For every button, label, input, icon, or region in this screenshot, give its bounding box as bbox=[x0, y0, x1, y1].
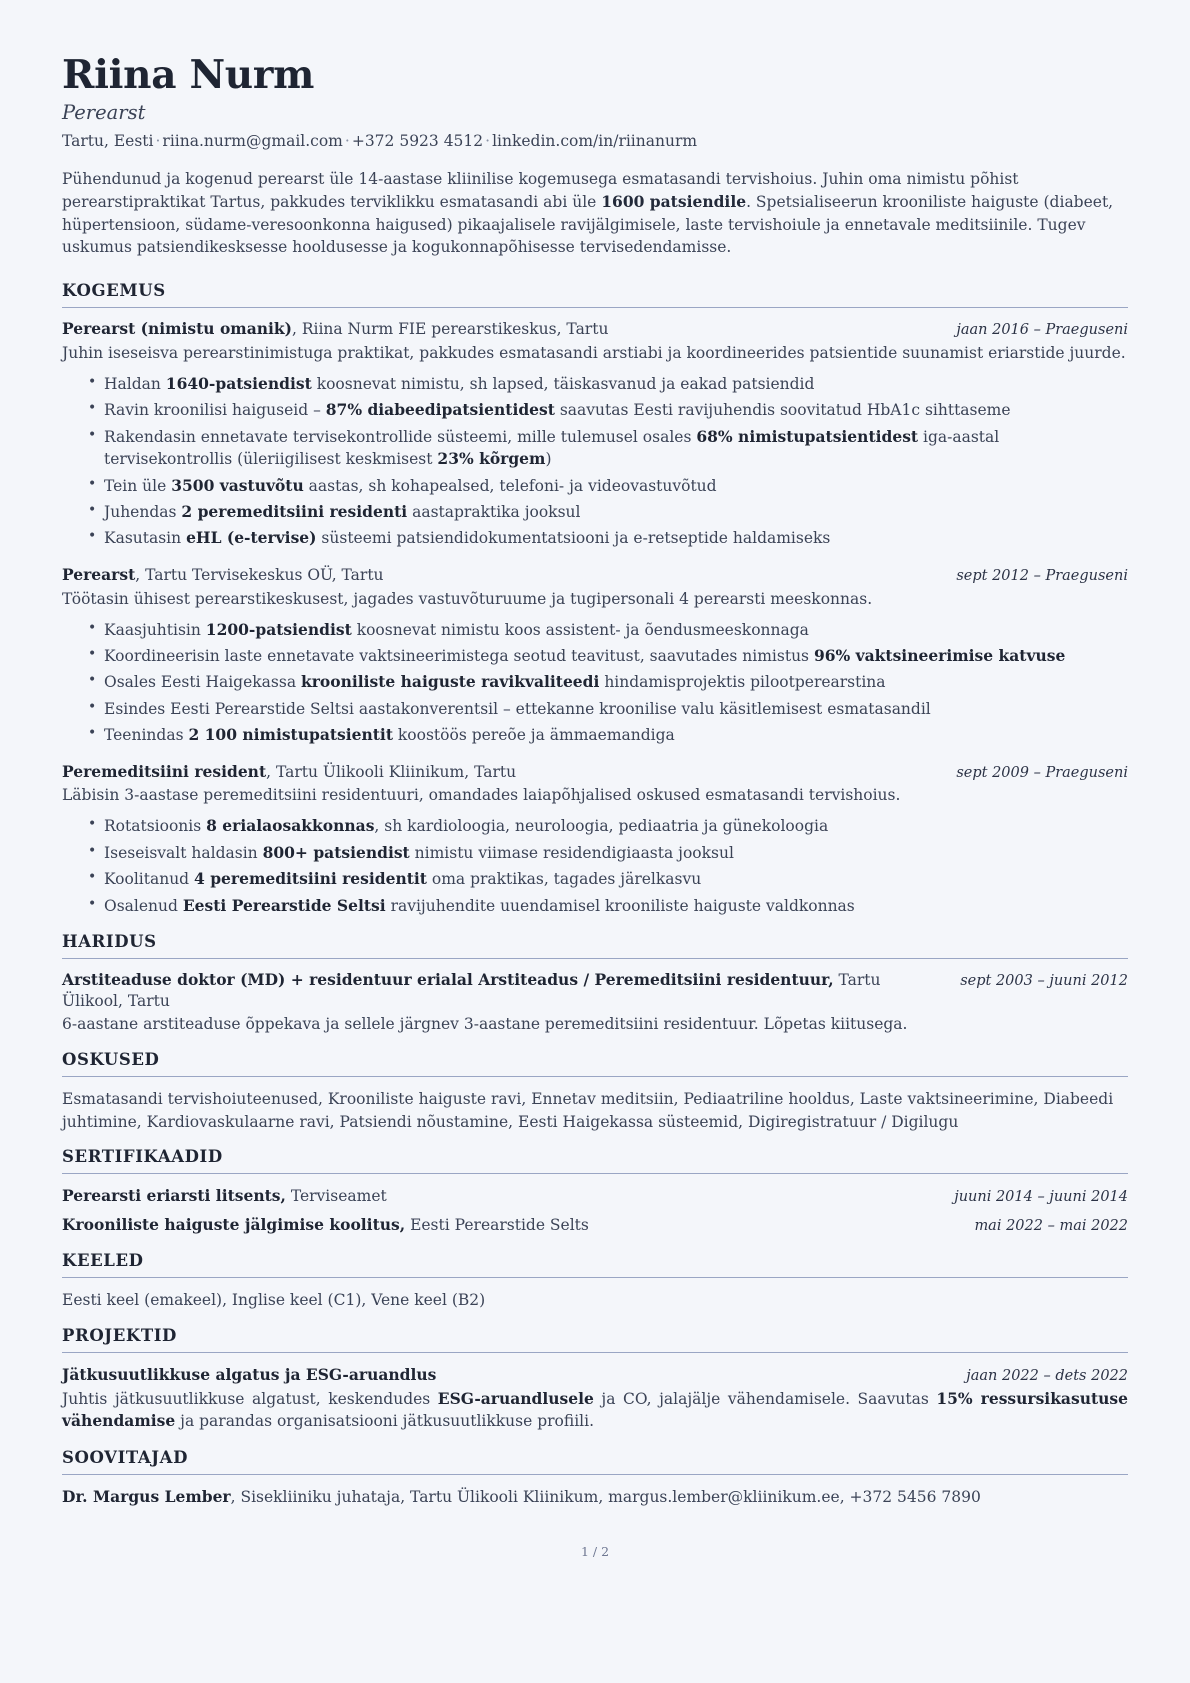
certificate-name-org bbox=[62, 1185, 387, 1207]
rich-text-bold: 2 peremeditsiini residenti bbox=[181, 502, 408, 522]
rich-text-plain: Iseseisvalt haldasin bbox=[104, 843, 263, 862]
experience-company: , Riina Nurm FIE perearstikeskus, Tartu bbox=[291, 320, 609, 339]
rich-text-plain: koostöös pereõe ja ämmaemandiga bbox=[392, 726, 675, 745]
contact-separator-3: · bbox=[485, 132, 491, 151]
experience-company: , Tartu Tervisekeskus OÜ, Tartu bbox=[135, 565, 384, 584]
rich-text-bold: 96% vaktsineerimise katvuse bbox=[813, 645, 1066, 665]
certificate-date: juuni 2014 – juuni 2014 bbox=[954, 1189, 1128, 1206]
experience-bullet bbox=[88, 868, 1128, 890]
experience-position: Perearst bbox=[62, 564, 136, 584]
experience-description: Töötasin ühisest perearstikeskusest, jagades vastuvõturuume ja tugipersonali 4 perearsti meeskonnas. bbox=[62, 589, 873, 608]
page-footer: 1 / 2 bbox=[580, 1544, 610, 1560]
section-divider-languages bbox=[62, 1277, 1128, 1278]
project-entry-header bbox=[62, 1364, 1128, 1386]
candidate-name: Riina Nurm bbox=[62, 52, 315, 98]
section-divider-projects bbox=[62, 1352, 1128, 1353]
section-divider-certificates bbox=[62, 1173, 1128, 1174]
references-list bbox=[62, 1486, 1128, 1508]
section-certificates bbox=[62, 1147, 1128, 1237]
project-entry bbox=[62, 1364, 1128, 1433]
experience-bullet bbox=[88, 895, 1128, 917]
rich-text-plain: Ravin kroonilisi haiguseid – bbox=[104, 401, 326, 420]
resume-header bbox=[62, 54, 1128, 259]
rich-text-bold: Eesti Perearstide Seltsi bbox=[182, 895, 386, 915]
education-degree-institution bbox=[62, 970, 942, 1012]
certificate-date: mai 2022 – mai 2022 bbox=[974, 1218, 1128, 1235]
experience-entry bbox=[62, 319, 1128, 550]
rich-text-plain: Haldan bbox=[104, 374, 166, 393]
rich-text-plain: Juhtis jätkusuutlikkuse algatust, keskendudes bbox=[62, 1389, 438, 1408]
experience-description: Läbisin 3-aastase peremeditsiini residentuuri, omandades laiapõhjalised oskused esmatasandi tervishoius. bbox=[62, 786, 901, 805]
experience-entry-header bbox=[62, 319, 1128, 341]
rich-text-plain: ja CO, jalajälje vähendamisele. Saavutas bbox=[593, 1389, 937, 1408]
profile-summary bbox=[62, 168, 1128, 259]
rich-text-plain: iga-aastal tervisekontrollis (üleriigilisest keskmisest bbox=[104, 427, 1000, 469]
rich-text-plain: Juhendas bbox=[104, 503, 182, 522]
rich-text-plain: nimistu viimase residendigiaasta jooksul bbox=[409, 843, 734, 862]
rich-text-plain: Rakendasin ennetavate tervisekontrollide süsteemi, mille tulemusel osales bbox=[104, 427, 697, 446]
rich-text-plain: oma praktikas, tagades järelkasvu bbox=[426, 870, 702, 889]
experience-bullet bbox=[88, 815, 1128, 837]
rich-text-plain: aastapraktika jooksul bbox=[407, 503, 581, 522]
section-title-references: SOOVITAJAD bbox=[62, 1447, 188, 1467]
experience-bullet bbox=[88, 501, 1128, 523]
summary-highlight: 1600 patsiendile bbox=[601, 191, 747, 211]
rich-text-plain: koosnevat nimistu, sh lapsed, täiskasvanud ja eakad patsiendid bbox=[311, 374, 815, 393]
rich-text-plain: Koolitanud bbox=[104, 870, 195, 889]
experience-position: Perearst (nimistu omanik) bbox=[62, 319, 292, 339]
certificates-list bbox=[62, 1185, 1128, 1237]
experience-description: Juhin iseseisva perearstinimistuga praktikat, pakkudes esmatasandi arstiabi ja koordineerides patsientide suunamist eriarstide juurde. bbox=[62, 343, 1126, 362]
languages-list: Eesti keel (emakeel), Inglise keel (C1), Vene keel (B2) bbox=[62, 1291, 486, 1310]
experience-date: sept 2012 – Praeguseni bbox=[956, 567, 1128, 584]
certificate-row bbox=[62, 1214, 1128, 1237]
certificate-row bbox=[62, 1185, 1128, 1208]
experience-bullet bbox=[88, 671, 1128, 693]
experience-position: Peremeditsiini resident bbox=[62, 761, 267, 781]
rich-text-plain: Esindes Eesti Perearstide Seltsi aastakonverentsil – ettekanne kroonilise valu käsitlemisest esmatasandil bbox=[104, 699, 931, 718]
rich-text-bold: 800+ patsiendist bbox=[262, 842, 410, 862]
rich-text-plain: ) bbox=[545, 450, 552, 469]
experience-entry-header bbox=[62, 762, 1128, 784]
rich-text-plain: Osalenud bbox=[104, 896, 183, 915]
rich-text-bold: 1200-patsiendist bbox=[205, 619, 352, 639]
certificate-name-org bbox=[62, 1214, 589, 1236]
experience-bullet-list bbox=[62, 815, 1128, 917]
section-title-education: HARIDUS bbox=[62, 932, 157, 952]
education-list bbox=[62, 970, 1128, 1035]
summary-part-1: Pühendunud ja kogenud perearst üle 14-aastase kliinilise kogemusega esmatasandi tervishoius. Juhin oma nimistu põhist perearstipraktikat Tartus, pakkudes terviklikku esmatasandi abi üle bbox=[62, 169, 1019, 211]
experience-bullet bbox=[88, 426, 1128, 471]
rich-text-plain: Kasutasin bbox=[104, 529, 187, 548]
section-divider-education bbox=[62, 958, 1128, 959]
experience-date: jaan 2016 – Praeguseni bbox=[956, 322, 1128, 339]
experience-company: , Tartu Ülikooli Kliinikum, Tartu bbox=[266, 762, 517, 781]
rich-text-bold: ESG-aruandlusele bbox=[437, 1388, 594, 1408]
contact-location: Tartu, Eesti bbox=[62, 132, 154, 151]
experience-bullet bbox=[88, 724, 1128, 746]
rich-text-plain: ravijuhendite uuendamisel krooniliste haiguste valdkonnas bbox=[385, 896, 855, 915]
project-date: jaan 2022 – dets 2022 bbox=[966, 1367, 1128, 1384]
section-divider-references bbox=[62, 1474, 1128, 1475]
experience-date: sept 2009 – Praeguseni bbox=[956, 764, 1128, 781]
reference-detail: , Sisekliiniku juhataja, Tartu Ülikooli Kliinikum, margus.lember@kliinikum.ee, +372 5456 7890 bbox=[230, 1487, 981, 1506]
experience-bullet-list bbox=[62, 373, 1128, 550]
contact-line bbox=[62, 131, 1128, 152]
education-description: 6-aastane arstiteaduse õppekava ja sellele järgnev 3-aastane peremeditsiini residentuur. Lõpetas kiitusega. bbox=[62, 1015, 908, 1034]
section-title-certificates: SERTIFIKAADID bbox=[62, 1147, 223, 1167]
rich-text-plain: koosnevat nimistu koos assistent- ja õendusmeeskonnaga bbox=[351, 620, 809, 639]
rich-text-plain: aastas, sh kohapealsed, telefoni- ja videovastuvõtud bbox=[303, 476, 717, 495]
rich-text-plain: saavutas Eesti ravijuhendis soovitatud HbA1c sihttaseme bbox=[554, 401, 1011, 420]
experience-bullet bbox=[88, 399, 1128, 421]
contact-separator-1: · bbox=[155, 132, 161, 151]
projects-list bbox=[62, 1364, 1128, 1433]
experience-entry bbox=[62, 565, 1128, 747]
project-description bbox=[62, 1388, 1128, 1433]
rich-text-plain: Kaasjuhtisin bbox=[104, 620, 206, 639]
rich-text-plain: Teenindas bbox=[104, 726, 189, 745]
experience-bullet bbox=[88, 475, 1128, 497]
skills-list: Esmatasandi tervishoiuteenused, Krooniliste haiguste ravi, Ennetav meditsiin, Pediaatriline hooldus, Laste vaktsineerimine, Diabeedi juhtimine, Kardiovaskulaarne ravi, Patsiendi nõustamine, Eesti Haigekassa süsteemid, Digiregistratuur / Digilugu bbox=[62, 1090, 1114, 1131]
certificate-name: Krooniliste haiguste jälgimise koolitus, bbox=[62, 1215, 406, 1235]
rich-text-bold: 3500 vastuvõtu bbox=[171, 475, 304, 495]
education-entry bbox=[62, 970, 1128, 1035]
rich-text-bold: 4 peremeditsiini residentit bbox=[194, 869, 427, 889]
section-languages bbox=[62, 1251, 1128, 1311]
rich-text-bold: krooniliste haiguste ravikvaliteedi bbox=[301, 672, 600, 692]
experience-bullet bbox=[88, 527, 1128, 549]
section-divider-experience bbox=[62, 307, 1128, 308]
rich-text-bold: 8 erialaosakkonnas bbox=[206, 816, 375, 836]
rich-text-plain: Rotatsioonis bbox=[104, 817, 207, 836]
rich-text-plain: hindamisprojektis pilootperearstina bbox=[599, 673, 886, 692]
contact-email[interactable]: riina.nurm@gmail.com bbox=[162, 132, 343, 151]
contact-linkedin[interactable]: linkedin.com/in/riinanurm bbox=[492, 132, 698, 151]
candidate-role: Perearst bbox=[62, 100, 146, 124]
education-degree: Arstiteaduse doktor (MD) + residentuur erialal Arstiteadus / Peremeditsiini residentuur, bbox=[62, 970, 834, 990]
rich-text-bold: 1640-patsiendist bbox=[165, 373, 312, 393]
rich-text-bold: 15% ressursikasutuse vähendamise bbox=[62, 1388, 1128, 1431]
rich-text-plain: , sh kardioloogia, neuroloogia, pediaatria ja günekoloogia bbox=[374, 817, 829, 836]
rich-text-bold: 23% kõrgem bbox=[437, 449, 546, 469]
education-institution: Tartu Ülikool, Tartu bbox=[62, 971, 881, 1011]
rich-text-bold: 2 100 nimistupatsientit bbox=[188, 725, 393, 745]
education-date: sept 2003 – juuni 2012 bbox=[960, 973, 1128, 990]
certificate-org: Terviseamet bbox=[285, 1187, 387, 1206]
project-title: Jätkusuutlikkuse algatus ja ESG-aruandlus bbox=[62, 1364, 437, 1384]
certificate-name: Perearsti eriarsti litsents, bbox=[62, 1186, 286, 1206]
section-title-skills: OSKUSED bbox=[62, 1050, 160, 1070]
experience-bullet bbox=[88, 698, 1128, 720]
certificate-org: Eesti Perearstide Selts bbox=[405, 1216, 589, 1235]
contact-phone[interactable]: +372 5923 4512 bbox=[351, 132, 484, 151]
rich-text-plain: Tein üle bbox=[104, 476, 172, 495]
rich-text-plain: Koordineerisin laste ennetavate vaktsineerimistega seotud teavitust, saavutades nimistus bbox=[104, 646, 814, 665]
section-skills bbox=[62, 1050, 1128, 1133]
experience-position-company bbox=[62, 565, 938, 586]
experience-bullet bbox=[88, 619, 1128, 641]
section-title-experience: KOGEMUS bbox=[62, 281, 166, 301]
education-entry-header bbox=[62, 970, 1128, 1012]
section-projects bbox=[62, 1326, 1128, 1433]
experience-position-company bbox=[62, 762, 938, 783]
experience-entry-header bbox=[62, 565, 1128, 587]
contact-separator-2: · bbox=[344, 132, 350, 151]
section-experience bbox=[62, 281, 1128, 917]
section-education bbox=[62, 932, 1128, 1035]
experience-bullet-list bbox=[62, 619, 1128, 747]
rich-text-plain: ja parandas organisatsiooni jätkusuutlikkuse profiili. bbox=[175, 1412, 595, 1431]
experience-entry bbox=[62, 762, 1128, 917]
experience-bullet bbox=[88, 373, 1128, 395]
rich-text-bold: 87% diabeedipatsientidest bbox=[325, 400, 555, 420]
experience-list bbox=[62, 319, 1128, 917]
rich-text-bold: 68% nimistupatsientidest bbox=[696, 426, 919, 446]
experience-bullet bbox=[88, 645, 1128, 667]
reference-name: Dr. Margus Lember bbox=[62, 1486, 231, 1506]
section-title-languages: KEELED bbox=[62, 1251, 144, 1271]
rich-text-bold: eHL (e-tervise) bbox=[186, 528, 317, 548]
summary-part-2: . Spetsialiseerun krooniliste haiguste (diabeet, hüpertensioon, südame-veresoonkonna haigused) pikaajalisele ravijälgimisele, laste tervishoiule ja ennetavale meditsiinile. Tugev uskumus patsiendikesksesse hooldusesse ja kogukonnapõhisesse tervisedendamisse. bbox=[62, 192, 1114, 257]
section-references bbox=[62, 1448, 1128, 1508]
section-divider-skills bbox=[62, 1076, 1128, 1077]
experience-bullet bbox=[88, 842, 1128, 864]
rich-text-plain: süsteemi patsiendidokumentatsiooni ja e-retseptide haldamiseks bbox=[316, 529, 831, 548]
reference-entry bbox=[62, 1486, 1128, 1508]
experience-position-company bbox=[62, 319, 938, 340]
rich-text-plain: Osales Eesti Haigekassa bbox=[104, 673, 301, 692]
section-title-projects: PROJEKTID bbox=[62, 1325, 177, 1345]
